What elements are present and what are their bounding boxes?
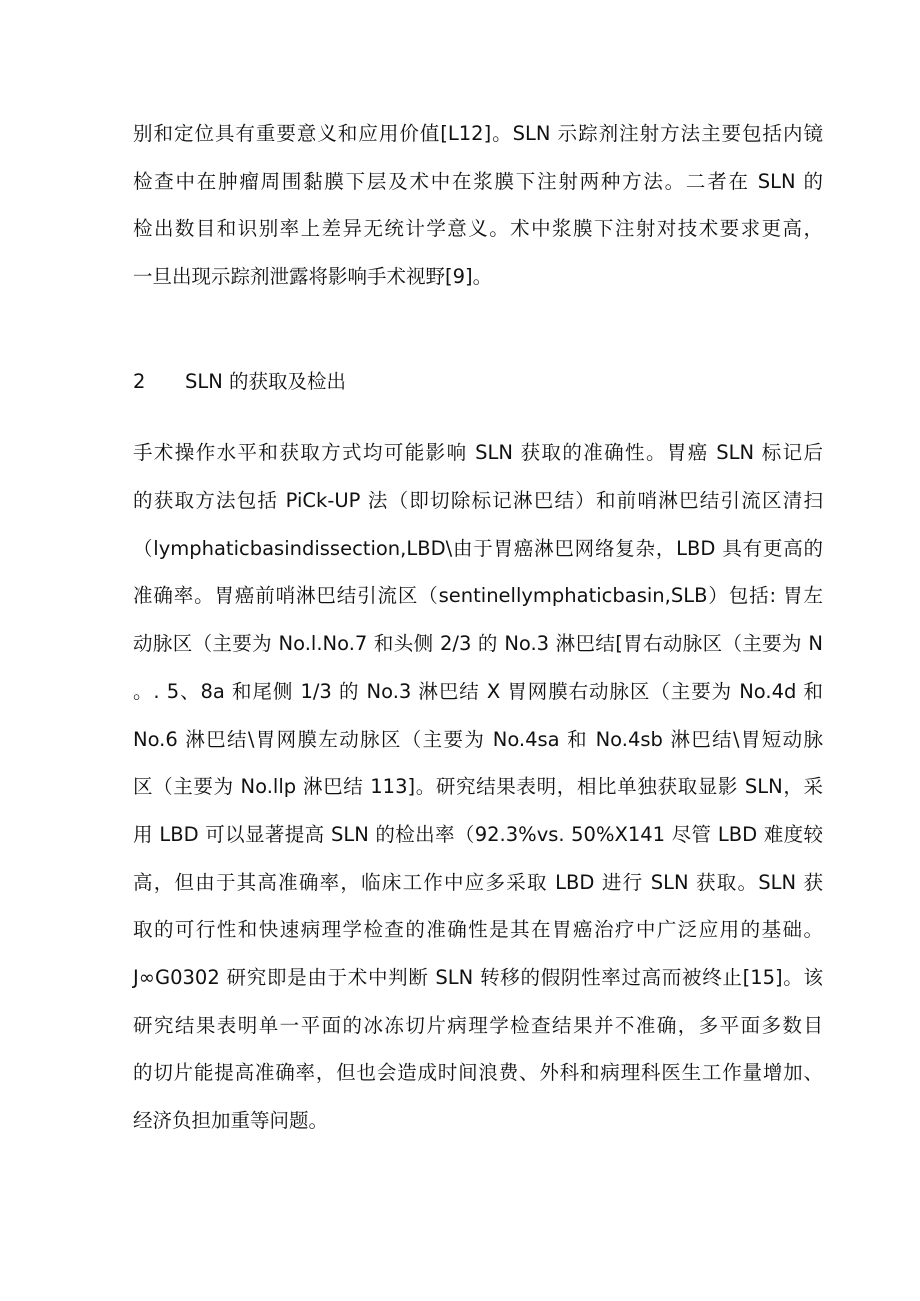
paragraph-2-line-7: No.6 淋巴结\胃网膜左动脉区（主要为 No.4sa 和 No.4sb 淋巴结\胃短动脉 bbox=[133, 728, 823, 751]
paragraph-1-line-4: 一旦出现示踪剂泄露将影响手术视野[9]。 bbox=[133, 265, 493, 288]
paragraph-2-line-4: 准确率。胃癌前哨淋巴结引流区（sentinellymphaticbasin,SLB）包括: 胃左 bbox=[133, 584, 823, 607]
paragraph-2-line-15: 经济负担加重等问题。 bbox=[133, 1109, 329, 1132]
section-heading bbox=[133, 370, 346, 394]
paragraph-1-line-1: 别和定位具有重要意义和应用价值[L12]。SLN 示踪剂注射方法主要包括内镜 bbox=[133, 122, 823, 145]
paragraph-2-line-11: 取的可行性和快速病理学检查的准确性是其在胃癌治疗中广泛应用的基础。 bbox=[133, 918, 823, 941]
paragraph-2-line-13: 研究结果表明单一平面的冰冻切片病理学检查结果并不准确，多平面多数目 bbox=[133, 1014, 823, 1037]
section-title: SLN 的获取及检出 bbox=[185, 370, 347, 393]
paragraph-2-line-6: 。. 5、8a 和尾侧 1/3 的 No.3 淋巴结 X 胃网膜右动脉区（主要为 No.4d 和 bbox=[133, 680, 823, 703]
paragraph-2-line-14: 的切片能提高准确率，但也会造成时间浪费、外科和病理科医生工作量增加、 bbox=[133, 1061, 823, 1084]
paragraph-2-line-5: 动脉区（主要为 No.l.No.7 和头侧 2/3 的 No.3 淋巴结[胃右动脉区（主要为 N bbox=[133, 632, 823, 655]
paragraph-2-line-1: 手术操作水平和获取方式均可能影响 SLN 获取的准确性。胃癌 SLN 标记后 bbox=[133, 441, 823, 464]
paragraph-2-line-2: 的获取方法包括 PiCk-UP 法（即切除标记淋巴结）和前哨淋巴结引流区清扫 bbox=[133, 489, 823, 512]
paragraph-1-line-3: 检出数目和识别率上差异无统计学意义。术中浆膜下注射对技术要求更高， bbox=[133, 217, 823, 240]
section-number: 2 bbox=[133, 370, 146, 393]
paragraph-2-line-8: 区（主要为 No.llp 淋巴结 113]。研究结果表明，相比单独获取显影 SLN，采 bbox=[133, 775, 823, 798]
paragraph-1-line-2: 检查中在肿瘤周围黏膜下层及术中在浆膜下注射两种方法。二者在 SLN 的 bbox=[133, 170, 823, 193]
paragraph-2-line-12: J∞G0302 研究即是由于术中判断 SLN 转移的假阴性率过高而被终止[15]。该 bbox=[133, 966, 823, 989]
paragraph-2-line-10: 高，但由于其高准确率，临床工作中应多采取 LBD 进行 SLN 获取。SLN 获 bbox=[133, 871, 823, 894]
paragraph-2-line-9: 用 LBD 可以显著提高 SLN 的检出率（92.3%vs. 50%X141 尽管 LBD 难度较 bbox=[133, 823, 823, 846]
paragraph-2-line-3: （lymphaticbasindissection,LBD\由于胃癌淋巴网络复杂，LBD 具有更高的 bbox=[133, 537, 823, 560]
